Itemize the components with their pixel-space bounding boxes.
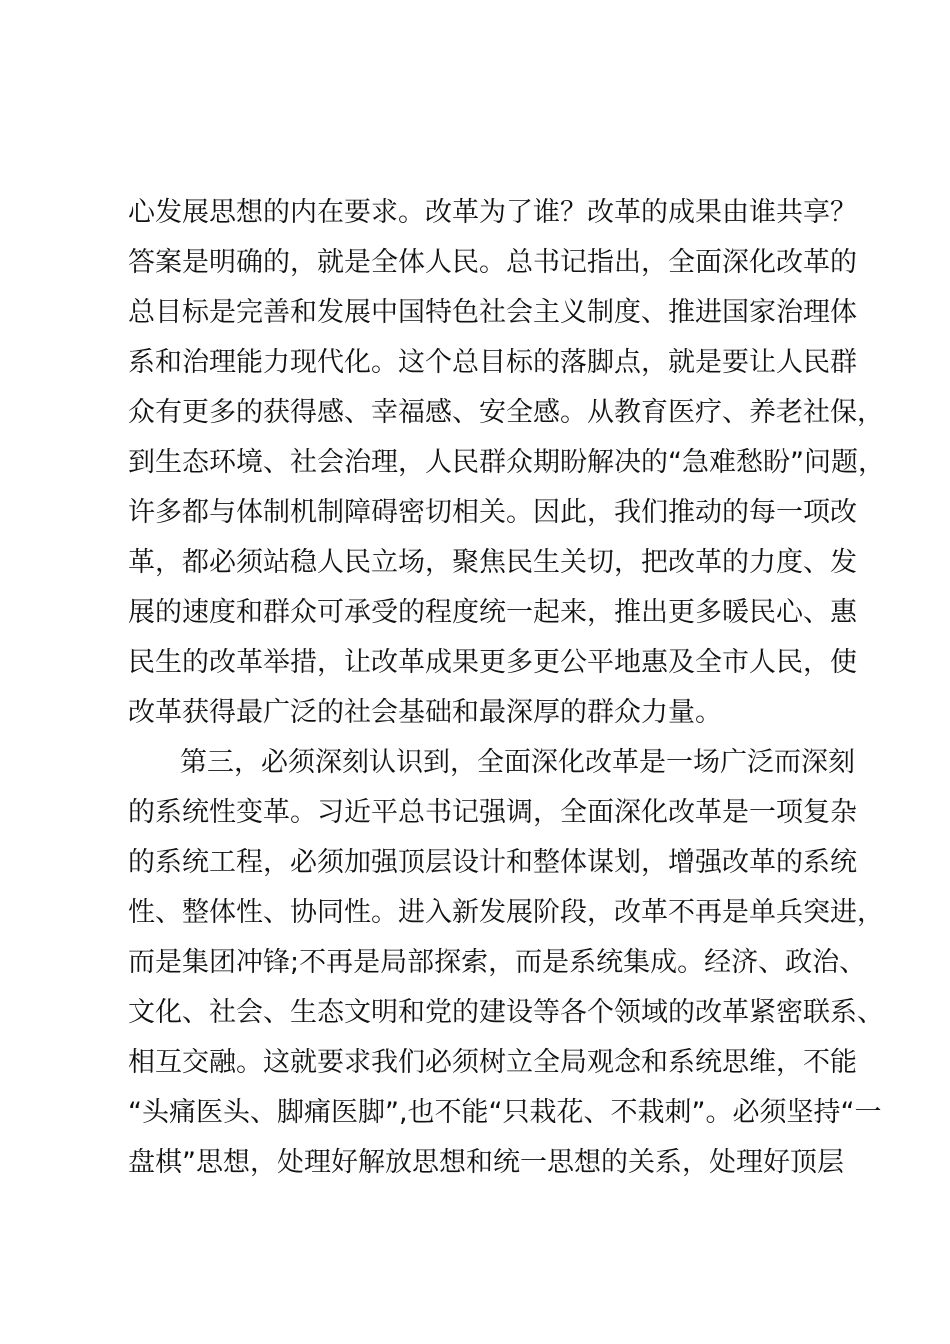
text-line: 相互交融。这就要求我们必须树立全局观念和系统思维，不能	[128, 1047, 857, 1078]
text-line: 心发展思想的内在要求。改革为了谁？改革的成果由谁共享？	[128, 197, 857, 228]
text-line: 系和治理能力现代化。这个总目标的落脚点，就是要让人民群	[128, 347, 857, 378]
text-line: 众有更多的获得感、幸福感、安全感。从教育医疗、养老社保，	[128, 397, 884, 428]
text-line: 革，都必须站稳人民立场，聚焦民生关切，把改革的力度、发	[128, 547, 857, 578]
text-line: 总目标是完善和发展中国特色社会主义制度、推进国家治理体	[128, 297, 857, 328]
text-line: 改革获得最广泛的社会基础和最深厚的群众力量。	[128, 697, 722, 728]
text-line: 民生的改革举措，让改革成果更多更公平地惠及全市人民，使	[128, 647, 857, 678]
paragraph-start-line: 第三，必须深刻认识到，全面深化改革是一场广泛而深刻	[180, 747, 855, 778]
text-line: 而是集团冲锋;不再是局部探索，而是系统集成。经济、政治、	[128, 947, 867, 978]
text-line: 性、整体性、协同性。进入新发展阶段，改革不再是单兵突进，	[128, 897, 884, 928]
text-line: 文化、社会、生态文明和党的建设等各个领域的改革紧密联系、	[128, 997, 884, 1028]
text-line: 展的速度和群众可承受的程度统一起来，推出更多暖民心、惠	[128, 597, 857, 628]
text-line: 的系统性变革。习近平总书记强调，全面深化改革是一项复杂	[128, 797, 857, 828]
text-line: 许多都与体制机制障碍密切相关。因此，我们推动的每一项改	[128, 497, 857, 528]
text-line: “头痛医头、脚痛医脚”,也不能“只栽花、不栽刺”。必须坚持“一	[128, 1097, 882, 1128]
text-line: 答案是明确的，就是全体人民。总书记指出，全面深化改革的	[128, 247, 857, 278]
text-line: 的系统工程，必须加强顶层设计和整体谋划，增强改革的系统	[128, 847, 857, 878]
text-line: 盘棋”思想，处理好解放思想和统一思想的关系，处理好顶层	[128, 1147, 844, 1178]
text-line: 到生态环境、社会治理，人民群众期盼解决的“急难愁盼”问题，	[128, 447, 885, 478]
